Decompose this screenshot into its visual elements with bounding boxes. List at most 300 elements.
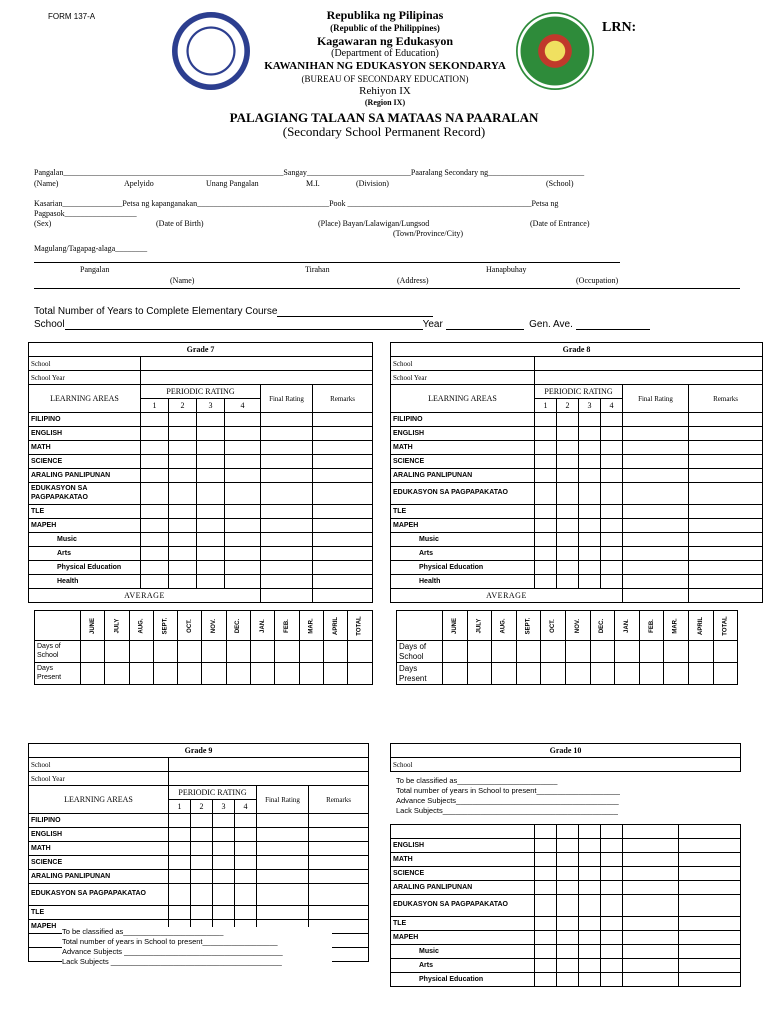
attendance-cell[interactable]	[467, 641, 492, 663]
grade-cell[interactable]	[623, 413, 689, 427]
guardian-field-line[interactable]: Magulang/Tagapag-alaga________	[34, 244, 148, 253]
grade-cell[interactable]	[197, 561, 225, 575]
attendance-cell[interactable]	[590, 641, 615, 663]
grade-cell[interactable]	[579, 853, 601, 867]
grade-cell[interactable]	[601, 895, 623, 917]
grade-cell[interactable]	[225, 483, 261, 505]
grade-cell[interactable]	[579, 505, 601, 519]
grade-cell[interactable]	[601, 945, 623, 959]
grade-cell[interactable]	[191, 906, 213, 920]
grade-cell[interactable]	[689, 427, 763, 441]
grade-cell[interactable]	[689, 505, 763, 519]
grade-cell[interactable]	[557, 825, 579, 839]
grade-cell[interactable]	[213, 884, 235, 906]
grade10-total-years[interactable]: Total number of years in School to present____________________	[396, 786, 620, 796]
grade-cell[interactable]	[557, 455, 579, 469]
grade-cell[interactable]	[213, 870, 235, 884]
attendance-cell[interactable]	[516, 663, 541, 685]
grade-cell[interactable]	[579, 945, 601, 959]
grade10-classified-as[interactable]: To be classified as________________________	[396, 776, 558, 785]
grade-cell[interactable]	[535, 973, 557, 987]
sex-field-line[interactable]: Kasarian_______________Petsa ng kapanganakan_________________________________Pook ______________________________________________Petsa ng	[34, 199, 559, 208]
grade-cell[interactable]	[579, 825, 601, 839]
grade-cell[interactable]	[601, 455, 623, 469]
grade-cell[interactable]	[169, 842, 191, 856]
grade-cell[interactable]	[689, 519, 763, 533]
grade-cell[interactable]	[235, 814, 257, 828]
grade-cell[interactable]	[601, 483, 623, 505]
grade-cell[interactable]	[535, 505, 557, 519]
grade-cell[interactable]	[579, 561, 601, 575]
grade-cell[interactable]	[197, 519, 225, 533]
grade-cell[interactable]	[169, 856, 191, 870]
grade-cell[interactable]	[169, 427, 197, 441]
grade-cell[interactable]	[313, 533, 373, 547]
attendance-cell[interactable]	[348, 663, 372, 685]
grade-cell[interactable]	[601, 505, 623, 519]
grade-cell[interactable]	[557, 853, 579, 867]
attendance-cell[interactable]	[664, 663, 689, 685]
grade-cell[interactable]	[623, 931, 679, 945]
grade-cell[interactable]	[261, 505, 313, 519]
grade-cell[interactable]	[309, 842, 369, 856]
grade-cell[interactable]	[257, 842, 309, 856]
grade-cell[interactable]	[313, 575, 373, 589]
grade-cell[interactable]	[557, 839, 579, 853]
attendance-cell[interactable]	[323, 663, 347, 685]
attendance-cell[interactable]	[541, 641, 566, 663]
grade-cell[interactable]	[257, 884, 309, 906]
grade9-lack-subjects[interactable]: Lack Subjects _________________________________________	[62, 957, 282, 967]
grade-cell[interactable]	[623, 441, 689, 455]
grade-cell[interactable]	[257, 828, 309, 842]
grade-cell[interactable]	[261, 455, 313, 469]
grade-cell[interactable]	[679, 973, 741, 987]
grade8-school-input[interactable]	[535, 357, 763, 371]
grade-cell[interactable]	[197, 413, 225, 427]
grade-cell[interactable]	[601, 867, 623, 881]
grade-cell[interactable]	[601, 441, 623, 455]
attendance-cell[interactable]	[178, 641, 202, 663]
grade-cell[interactable]	[169, 533, 197, 547]
grade-cell[interactable]	[235, 884, 257, 906]
grade-cell[interactable]	[535, 455, 557, 469]
attendance-cell[interactable]	[615, 663, 640, 685]
grade-cell[interactable]	[579, 973, 601, 987]
grade-cell[interactable]	[313, 561, 373, 575]
grade-cell[interactable]	[535, 945, 557, 959]
attendance-cell[interactable]	[323, 641, 347, 663]
grade-cell[interactable]	[557, 959, 579, 973]
grade-cell[interactable]	[579, 441, 601, 455]
grade-cell[interactable]	[623, 575, 689, 589]
grade-cell[interactable]	[679, 895, 741, 917]
grade-cell[interactable]	[535, 413, 557, 427]
attendance-cell[interactable]	[565, 663, 590, 685]
grade-cell[interactable]	[535, 575, 557, 589]
grade-cell[interactable]	[261, 427, 313, 441]
grade-cell[interactable]	[191, 856, 213, 870]
gen-ave-blank[interactable]	[576, 320, 650, 330]
elementary-year-blank[interactable]	[446, 320, 524, 330]
grade9-advance-subjects[interactable]: Advance Subjects ______________________________________	[62, 947, 283, 957]
grade-cell[interactable]	[601, 469, 623, 483]
grade-cell[interactable]	[557, 561, 579, 575]
attendance-cell[interactable]	[615, 641, 640, 663]
grade-cell[interactable]	[557, 441, 579, 455]
attendance-cell[interactable]	[443, 641, 468, 663]
grade-cell[interactable]	[601, 881, 623, 895]
attendance-cell[interactable]	[105, 641, 129, 663]
grade-cell[interactable]	[557, 575, 579, 589]
grade-cell[interactable]	[535, 469, 557, 483]
grade-cell[interactable]	[557, 519, 579, 533]
grade-cell[interactable]	[535, 895, 557, 917]
grade-cell[interactable]	[197, 483, 225, 505]
grade-cell[interactable]	[313, 483, 373, 505]
grade-cell[interactable]	[257, 870, 309, 884]
grade-cell[interactable]	[213, 842, 235, 856]
grade7-school-input[interactable]	[141, 357, 373, 371]
attendance-cell[interactable]	[688, 663, 713, 685]
grade7-average-final[interactable]	[261, 589, 313, 603]
grade-cell[interactable]	[261, 413, 313, 427]
grade-cell[interactable]	[535, 881, 557, 895]
attendance-cell[interactable]	[178, 663, 202, 685]
grade9-total-years[interactable]: Total number of years in School to present__________________	[62, 937, 278, 947]
attendance-cell[interactable]	[129, 641, 153, 663]
grade8-average-final[interactable]	[623, 589, 689, 603]
grade-cell[interactable]	[579, 519, 601, 533]
attendance-cell[interactable]	[153, 663, 177, 685]
grade-cell[interactable]	[689, 441, 763, 455]
grade-cell[interactable]	[623, 917, 679, 931]
grade-cell[interactable]	[313, 547, 373, 561]
grade9-school-year-input[interactable]	[169, 772, 369, 786]
grade-cell[interactable]	[169, 814, 191, 828]
attendance-cell[interactable]	[713, 663, 738, 685]
grade-cell[interactable]	[623, 519, 689, 533]
grade-cell[interactable]	[689, 483, 763, 505]
grade-cell[interactable]	[261, 519, 313, 533]
grade7-school-year-input[interactable]	[141, 371, 373, 385]
grade-cell[interactable]	[225, 413, 261, 427]
grade-cell[interactable]	[225, 575, 261, 589]
grade-cell[interactable]	[235, 856, 257, 870]
grade-cell[interactable]	[557, 413, 579, 427]
attendance-cell[interactable]	[105, 663, 129, 685]
grade-cell[interactable]	[225, 519, 261, 533]
grade-cell[interactable]	[313, 441, 373, 455]
grade-cell[interactable]	[535, 931, 557, 945]
attendance-cell[interactable]	[251, 663, 275, 685]
grade-cell[interactable]	[679, 945, 741, 959]
grade-cell[interactable]	[169, 575, 197, 589]
grade-cell[interactable]	[191, 814, 213, 828]
grade-cell[interactable]	[257, 814, 309, 828]
grade8-average-remarks[interactable]	[689, 589, 763, 603]
attendance-cell[interactable]	[639, 663, 664, 685]
grade-cell[interactable]	[169, 828, 191, 842]
grade-cell[interactable]	[535, 547, 557, 561]
grade-cell[interactable]	[535, 959, 557, 973]
grade-cell[interactable]	[225, 533, 261, 547]
grade-cell[interactable]	[623, 469, 689, 483]
attendance-cell[interactable]	[688, 641, 713, 663]
grade-cell[interactable]	[535, 839, 557, 853]
elementary-years-blank[interactable]	[277, 307, 433, 317]
grade-cell[interactable]	[169, 455, 197, 469]
grade9-school-input[interactable]	[169, 758, 369, 772]
grade-cell[interactable]	[141, 561, 169, 575]
grade-cell[interactable]	[601, 427, 623, 441]
grade-cell[interactable]	[313, 505, 373, 519]
name-field-line[interactable]: Pangalan_______________________________________________________Sangay__________________________Paaralang Secondary ng________________________	[34, 168, 585, 177]
grade-cell[interactable]	[579, 427, 601, 441]
grade-cell[interactable]	[213, 814, 235, 828]
grade-cell[interactable]	[535, 561, 557, 575]
grade-cell[interactable]	[197, 575, 225, 589]
grade-cell[interactable]	[579, 455, 601, 469]
grade-cell[interactable]	[579, 547, 601, 561]
grade-cell[interactable]	[689, 533, 763, 547]
attendance-cell[interactable]	[713, 641, 738, 663]
grade-cell[interactable]	[309, 856, 369, 870]
grade-cell[interactable]	[601, 561, 623, 575]
grade-cell[interactable]	[579, 959, 601, 973]
grade-cell[interactable]	[601, 853, 623, 867]
grade-cell[interactable]	[623, 881, 679, 895]
grade-cell[interactable]	[679, 959, 741, 973]
grade-cell[interactable]	[535, 533, 557, 547]
grade-cell[interactable]	[191, 828, 213, 842]
grade-cell[interactable]	[225, 455, 261, 469]
attendance-cell[interactable]	[226, 663, 250, 685]
attendance-cell[interactable]	[590, 663, 615, 685]
grade-cell[interactable]	[225, 427, 261, 441]
grade-cell[interactable]	[313, 469, 373, 483]
grade-cell[interactable]	[169, 519, 197, 533]
grade-cell[interactable]	[623, 505, 689, 519]
grade-cell[interactable]	[169, 505, 197, 519]
grade-cell[interactable]	[191, 870, 213, 884]
grade-cell[interactable]	[313, 455, 373, 469]
grade-cell[interactable]	[141, 547, 169, 561]
grade-cell[interactable]	[213, 906, 235, 920]
elementary-school-blank[interactable]	[65, 320, 423, 330]
grade-cell[interactable]	[535, 483, 557, 505]
grade-cell[interactable]	[213, 856, 235, 870]
grade-cell[interactable]	[141, 483, 169, 505]
grade-cell[interactable]	[601, 547, 623, 561]
grade-cell[interactable]	[261, 469, 313, 483]
grade-cell[interactable]	[535, 519, 557, 533]
grade-cell[interactable]	[557, 533, 579, 547]
entrance-field-line[interactable]: Pagpasok__________________	[34, 209, 137, 218]
grade-cell[interactable]	[623, 455, 689, 469]
grade-cell[interactable]	[623, 839, 679, 853]
grade-cell[interactable]	[579, 483, 601, 505]
grade-cell[interactable]	[689, 469, 763, 483]
grade-cell[interactable]	[679, 839, 741, 853]
attendance-cell[interactable]	[81, 663, 105, 685]
attendance-cell[interactable]	[467, 663, 492, 685]
grade-cell[interactable]	[601, 931, 623, 945]
grade-cell[interactable]	[169, 469, 197, 483]
grade-cell[interactable]	[261, 533, 313, 547]
grade-cell[interactable]	[601, 973, 623, 987]
attendance-cell[interactable]	[565, 641, 590, 663]
grade-cell[interactable]	[141, 427, 169, 441]
grade-cell[interactable]	[169, 870, 191, 884]
grade-cell[interactable]	[141, 519, 169, 533]
grade-cell[interactable]	[261, 441, 313, 455]
grade-cell[interactable]	[623, 867, 679, 881]
grade-cell[interactable]	[313, 519, 373, 533]
grade-cell[interactable]	[309, 884, 369, 906]
grade-cell[interactable]	[623, 533, 689, 547]
attendance-cell[interactable]	[639, 641, 664, 663]
grade-cell[interactable]	[313, 413, 373, 427]
grade9-classified-as[interactable]: To be classified as________________________	[62, 927, 224, 936]
grade-cell[interactable]	[169, 441, 197, 455]
grade-cell[interactable]	[169, 483, 197, 505]
grade-cell[interactable]	[557, 505, 579, 519]
grade-cell[interactable]	[309, 906, 369, 920]
grade-cell[interactable]	[689, 547, 763, 561]
attendance-cell[interactable]	[492, 641, 517, 663]
grade-cell[interactable]	[557, 973, 579, 987]
grade-cell[interactable]	[601, 825, 623, 839]
grade-cell[interactable]	[141, 455, 169, 469]
grade-cell[interactable]	[197, 533, 225, 547]
elementary-school-line[interactable]	[34, 319, 650, 330]
grade-cell[interactable]	[557, 867, 579, 881]
grade-cell[interactable]	[689, 575, 763, 589]
attendance-cell[interactable]	[516, 641, 541, 663]
grade-cell[interactable]	[623, 959, 679, 973]
grade-cell[interactable]	[257, 906, 309, 920]
grade-cell[interactable]	[579, 469, 601, 483]
grade-cell[interactable]	[557, 917, 579, 931]
grade-cell[interactable]	[623, 547, 689, 561]
grade-cell[interactable]	[141, 533, 169, 547]
grade-cell[interactable]	[197, 547, 225, 561]
grade-cell[interactable]	[225, 561, 261, 575]
grade-cell[interactable]	[261, 575, 313, 589]
grade-cell[interactable]	[213, 828, 235, 842]
grade-cell[interactable]	[309, 828, 369, 842]
grade-cell[interactable]	[197, 455, 225, 469]
attendance-cell[interactable]	[299, 663, 323, 685]
grade-cell[interactable]	[141, 469, 169, 483]
grade-cell[interactable]	[679, 825, 741, 839]
grade-cell[interactable]	[197, 427, 225, 441]
attendance-cell[interactable]	[129, 663, 153, 685]
grade-cell[interactable]	[235, 842, 257, 856]
grade-cell[interactable]	[579, 881, 601, 895]
elementary-years-line[interactable]	[34, 306, 433, 317]
grade-cell[interactable]	[225, 469, 261, 483]
grade-cell[interactable]	[601, 839, 623, 853]
grade-cell[interactable]	[601, 575, 623, 589]
grade-cell[interactable]	[225, 505, 261, 519]
attendance-cell[interactable]	[275, 663, 299, 685]
attendance-cell[interactable]	[202, 641, 226, 663]
grade-cell[interactable]	[535, 441, 557, 455]
grade-cell[interactable]	[679, 867, 741, 881]
grade-cell[interactable]	[557, 881, 579, 895]
attendance-cell[interactable]	[153, 641, 177, 663]
grade-cell[interactable]	[557, 483, 579, 505]
attendance-cell[interactable]	[275, 641, 299, 663]
grade-cell[interactable]	[557, 895, 579, 917]
grade-cell[interactable]	[579, 867, 601, 881]
grade-cell[interactable]	[579, 413, 601, 427]
grade-cell[interactable]	[197, 505, 225, 519]
grade-cell[interactable]	[169, 884, 191, 906]
grade-cell[interactable]	[623, 945, 679, 959]
grade10-lack-subjects[interactable]: Lack Subjects__________________________________________	[396, 806, 618, 816]
grade-cell[interactable]	[535, 853, 557, 867]
grade10-school-label[interactable]: School	[391, 758, 741, 772]
grade-cell[interactable]	[689, 455, 763, 469]
grade-cell[interactable]	[601, 917, 623, 931]
attendance-cell[interactable]	[226, 641, 250, 663]
grade-cell[interactable]	[623, 895, 679, 917]
grade-cell[interactable]	[689, 413, 763, 427]
grade-cell[interactable]	[235, 828, 257, 842]
attendance-cell[interactable]	[299, 641, 323, 663]
grade-cell[interactable]	[197, 469, 225, 483]
grade-cell[interactable]	[225, 547, 261, 561]
grade-cell[interactable]	[679, 917, 741, 931]
grade-cell[interactable]	[557, 427, 579, 441]
grade-cell[interactable]	[257, 856, 309, 870]
grade-cell[interactable]	[579, 575, 601, 589]
grade-cell[interactable]	[623, 825, 679, 839]
grade8-school-year-input[interactable]	[535, 371, 763, 385]
grade-cell[interactable]	[579, 931, 601, 945]
grade-cell[interactable]	[623, 483, 689, 505]
attendance-cell[interactable]	[348, 641, 372, 663]
grade-cell[interactable]	[579, 917, 601, 931]
grade-cell[interactable]	[191, 842, 213, 856]
grade-cell[interactable]	[601, 533, 623, 547]
grade-cell[interactable]	[601, 413, 623, 427]
grade-cell[interactable]	[535, 917, 557, 931]
attendance-cell[interactable]	[492, 663, 517, 685]
grade-cell[interactable]	[557, 931, 579, 945]
attendance-cell[interactable]	[202, 663, 226, 685]
grade-cell[interactable]	[623, 853, 679, 867]
grade-cell[interactable]	[169, 561, 197, 575]
grade-cell[interactable]	[579, 533, 601, 547]
grade-cell[interactable]	[679, 881, 741, 895]
grade-cell[interactable]	[535, 427, 557, 441]
grade-cell[interactable]	[623, 973, 679, 987]
grade-cell[interactable]	[169, 413, 197, 427]
attendance-cell[interactable]	[541, 663, 566, 685]
grade-cell[interactable]	[579, 839, 601, 853]
attendance-cell[interactable]	[81, 641, 105, 663]
grade-cell[interactable]	[535, 825, 557, 839]
grade-cell[interactable]	[679, 931, 741, 945]
grade-cell[interactable]	[261, 483, 313, 505]
attendance-cell[interactable]	[664, 641, 689, 663]
grade-cell[interactable]	[557, 469, 579, 483]
grade-cell[interactable]	[141, 441, 169, 455]
